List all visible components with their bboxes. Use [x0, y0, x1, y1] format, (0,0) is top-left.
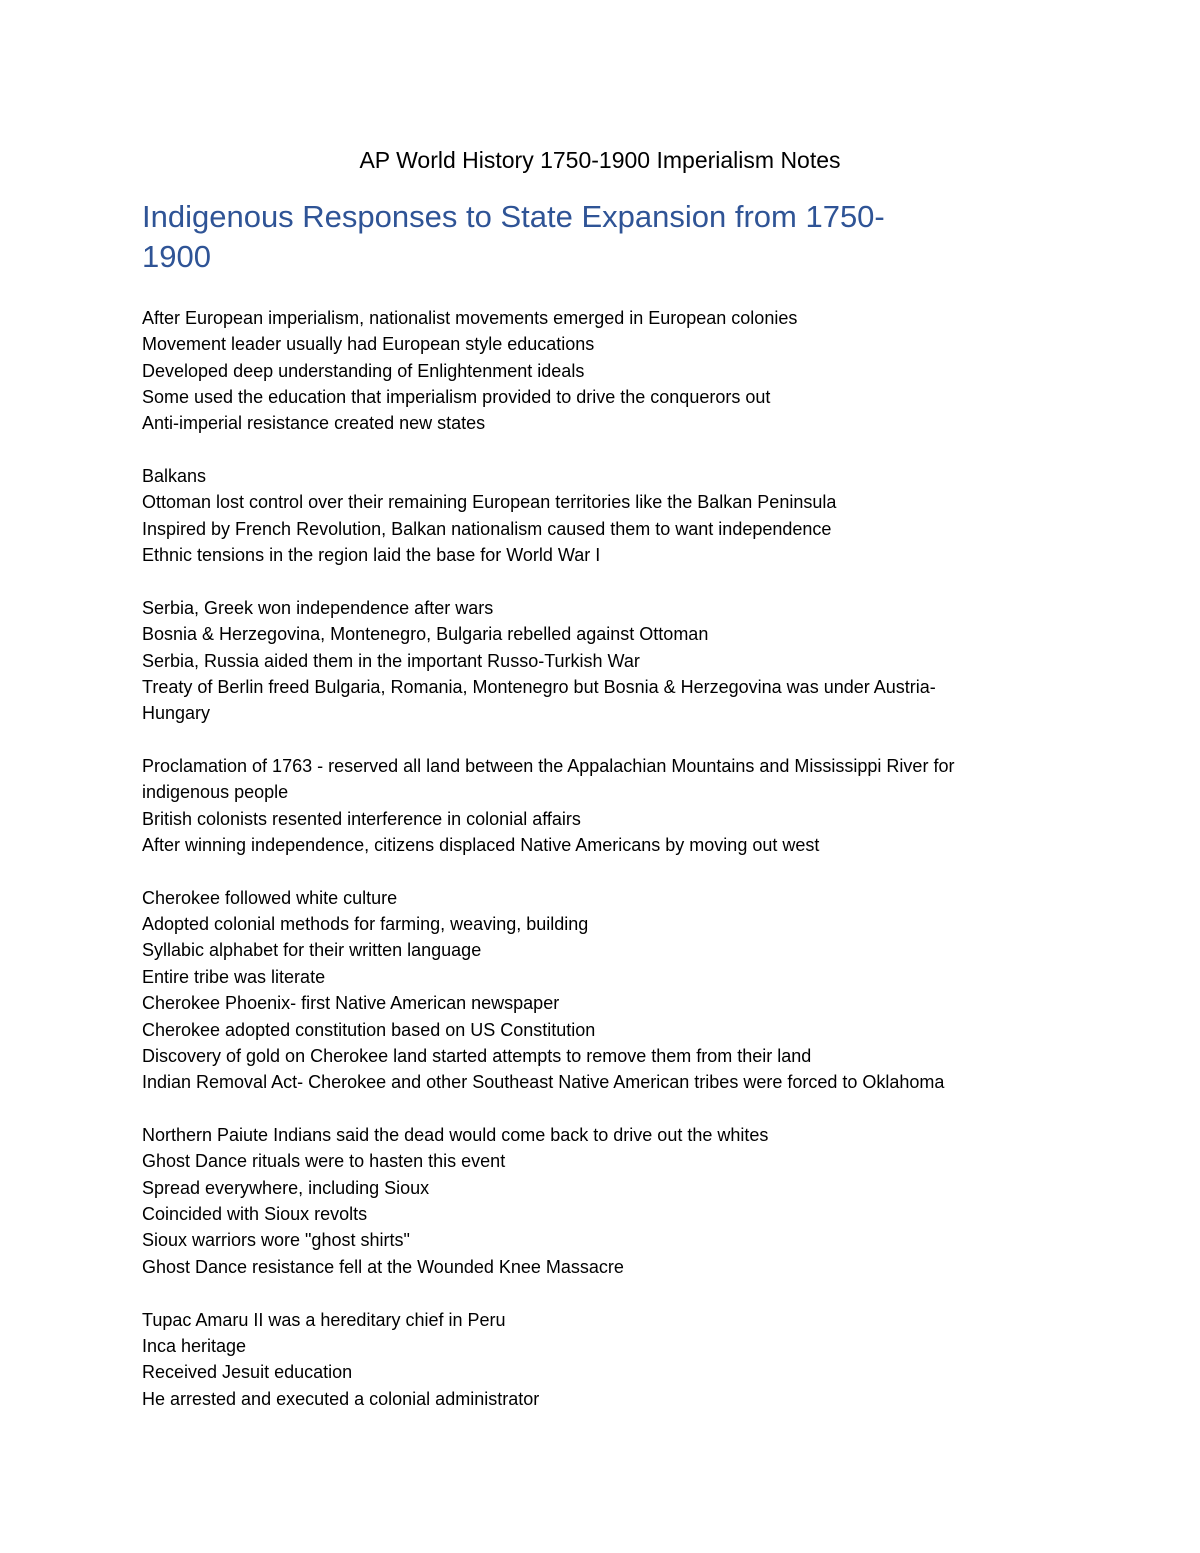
body-line: Serbia, Russia aided them in the important Russo-Turkish War: [142, 651, 640, 671]
body-line: Received Jesuit education: [142, 1362, 353, 1382]
body-line: Ottoman lost control over their remaining European territories like the Balkan Peninsula: [142, 492, 837, 512]
body-line: Ethnic tensions in the region laid the base for World War I: [142, 545, 601, 565]
body-line: He arrested and executed a colonial administrator: [142, 1389, 540, 1409]
body-line: Developed deep understanding of Enlightenment ideals: [142, 361, 585, 381]
body-line: Cherokee followed white culture: [142, 888, 398, 908]
section-heading: [142, 197, 1022, 277]
section-heading-line-2: 1900: [142, 239, 211, 274]
body-line: Some used the education that imperialism provided to drive the conquerors out: [142, 387, 771, 407]
body-line: Serbia, Greek won independence after wars: [142, 598, 494, 618]
body-line: After winning independence, citizens displaced Native Americans by moving out west: [142, 835, 820, 855]
body-line: Spread everywhere, including Sioux: [142, 1178, 430, 1198]
section-heading-line-1: Indigenous Responses to State Expansion from 1750-: [142, 199, 885, 234]
body-line: British colonists resented interference in colonial affairs: [142, 809, 581, 829]
body-line: Movement leader usually had European style educations: [142, 334, 595, 354]
body-line: Tupac Amaru II was a hereditary chief in Peru: [142, 1310, 506, 1330]
body-line: Anti-imperial resistance created new states: [142, 413, 486, 433]
body-line: After European imperialism, nationalist movements emerged in European colonies: [142, 308, 798, 328]
body-line: Treaty of Berlin freed Bulgaria, Romania, Montenegro but Bosnia & Herzegovina was under Austria-: [142, 677, 936, 697]
body-line: Inspired by French Revolution, Balkan nationalism caused them to want independence: [142, 519, 832, 539]
body-line: Northern Paiute Indians said the dead would come back to drive out the whites: [142, 1125, 769, 1145]
body-line: Cherokee Phoenix- first Native American newspaper: [142, 993, 560, 1013]
body-line: Entire tribe was literate: [142, 967, 326, 987]
body-line: Hungary: [142, 703, 211, 723]
document-title: AP World History 1750-1900 Imperialism Notes: [359, 147, 841, 173]
body-line: Ghost Dance rituals were to hasten this event: [142, 1151, 506, 1171]
body-line: Proclamation of 1763 - reserved all land between the Appalachian Mountains and Mississippi River for: [142, 756, 955, 776]
body-line: Bosnia & Herzegovina, Montenegro, Bulgaria rebelled against Ottoman: [142, 624, 709, 644]
body-line: Coincided with Sioux revolts: [142, 1204, 368, 1224]
body-line: Adopted colonial methods for farming, weaving, building: [142, 914, 589, 934]
body-line: Cherokee adopted constitution based on US Constitution: [142, 1020, 596, 1040]
body-line: Syllabic alphabet for their written language: [142, 940, 482, 960]
body-line: indigenous people: [142, 782, 289, 802]
body-line: Indian Removal Act- Cherokee and other Southeast Native American tribes were forced to Oklahoma: [142, 1072, 945, 1092]
section-label-balkans: Balkans: [142, 466, 207, 486]
body-line: Discovery of gold on Cherokee land started attempts to remove them from their land: [142, 1046, 812, 1066]
body-line: Inca heritage: [142, 1336, 247, 1356]
body-line: Ghost Dance resistance fell at the Wounded Knee Massacre: [142, 1257, 624, 1277]
body-line: Sioux warriors wore "ghost shirts": [142, 1230, 410, 1250]
